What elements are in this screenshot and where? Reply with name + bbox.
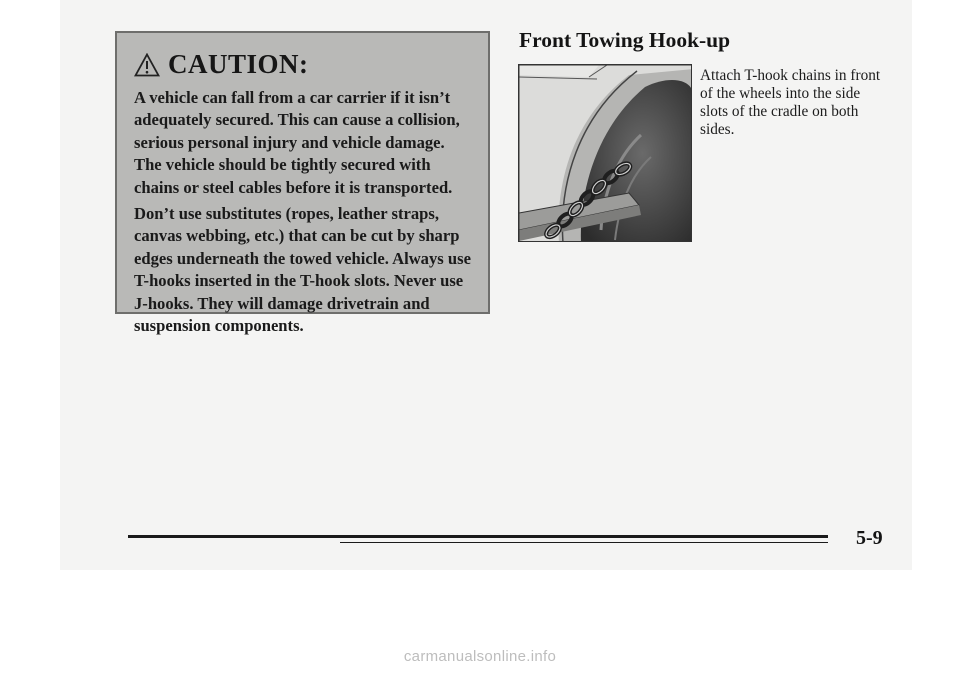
caution-header (134, 41, 474, 87)
tow-chain-illustration (518, 64, 692, 242)
caution-title: CAUTION: (168, 48, 309, 79)
section-title: Front Towing Hook-up (519, 28, 731, 52)
caution-paragraph-2: Don’t use substitutes (ropes, leather straps, canvas webbing, etc.) that can be cut by sharp edges underneath the towed vehicle. Always use T-hooks inserted in the T-hook slots. Never use J-hooks. They will damage drivetrain and suspension components. (134, 204, 471, 336)
section-body-text: Attach T-hook chains in front of the wheels into the side slots of the cradle on both sides. (700, 67, 881, 138)
tow-chain-drawing (519, 65, 692, 242)
caution-paragraph-1: A vehicle can fall from a car carrier if it isn’t adequately secured. This can cause a collision, serious personal injury and vehicle damage. The vehicle should be tightly secured with chains or steel cables before it is transported. (134, 88, 460, 197)
watermark-text: carmanualsonline.info (403, 648, 557, 665)
footer-rule-thin (340, 542, 828, 543)
footer-rule-thick (128, 535, 828, 538)
caution-box (115, 31, 490, 336)
warning-triangle-icon (134, 53, 160, 77)
page-number: 5-9 (856, 527, 883, 549)
